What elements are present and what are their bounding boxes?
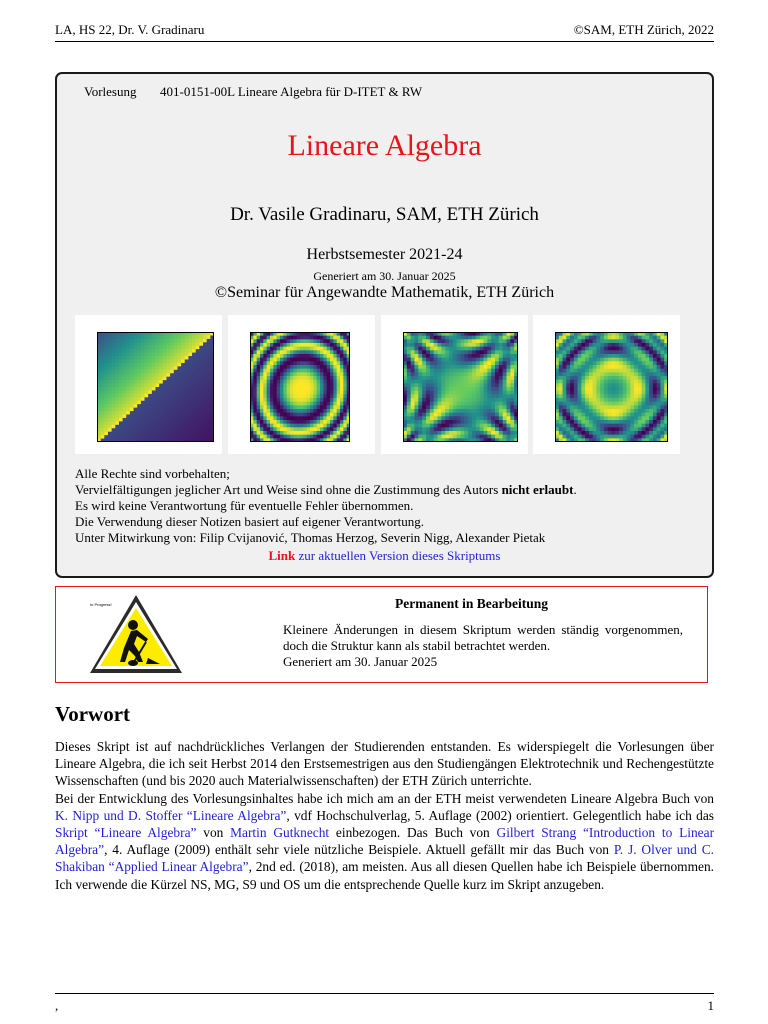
footer-left: ,	[55, 998, 59, 1013]
current-version-link-text[interactable]: zur aktuellen Version dieses Skriptums	[295, 548, 501, 563]
matrix-image-strip	[75, 315, 680, 454]
running-header-right: ©SAM, ETH Zürich, 2022	[573, 22, 714, 37]
semester-line: Herbstsemester 2021-24	[306, 246, 463, 263]
rights-line-1: Alle Rechte sind vorbehalten;	[75, 466, 230, 481]
author-line: Dr. Vasile Gradinaru, SAM, ETH Zürich	[230, 204, 539, 225]
matrix-image-2	[228, 315, 375, 454]
wip-title: Permanent in Bearbeitung	[395, 596, 548, 611]
rights-notice	[75, 466, 577, 546]
construction-worker-icon	[88, 592, 184, 676]
matrix-heatmap-waves-1	[250, 332, 350, 442]
rights-line-2: Vervielfältigungen jeglicher Art und Weise sind ohne die Zustimmung des Autors nicht erlaubt.	[75, 482, 577, 497]
matrix-image-1	[75, 315, 222, 454]
sign-caption: In Progress!	[90, 602, 112, 607]
wip-description: Kleinere Änderungen in diesem Skriptum werden ständig vorgenommen, doch die Struktur kann als stabil betrachtet werden. Generiert am 30. Januar 2025	[283, 622, 683, 669]
page-number: 1	[707, 998, 714, 1013]
link-skript-lineare-algebra[interactable]: Skript “Lineare Algebra”	[55, 825, 197, 841]
rights-line-3: Es wird keine Verantwortung für eventuelle Fehler übernommen.	[75, 498, 414, 513]
course-code: 401-0151-00L Lineare Algebra für D-ITET & RW	[160, 84, 423, 99]
current-version-link[interactable]: Link	[268, 548, 296, 563]
wip-generated-date: Generiert am 30. Januar 2025	[283, 654, 438, 669]
institute-line: ©Seminar für Angewandte Mathematik, ETH Zürich	[214, 284, 555, 301]
matrix-image-3	[381, 315, 528, 454]
current-version-link-line	[55, 548, 714, 564]
matrix-image-4	[533, 315, 680, 454]
footer-rule	[55, 993, 714, 994]
preface-body	[55, 738, 714, 893]
not-allowed-emphasis: nicht erlaubt	[501, 482, 574, 497]
header-rule	[55, 41, 714, 42]
document-title: Lineare Algebra	[287, 129, 482, 162]
preface-paragraph-2: Bei der Entwicklung des Vorlesungsinhaltes habe ich mich am an der ETH meist verwendeten Lineare Algebra Buch von K. Nipp und D. Stoffer “Lineare Algebra”, vdf Hochschulverlag, 5. Auflage (2002) orientiert. Gelegentlich habe ich das Skript “Lineare Algebra” von Martin Gutknecht einbezogen. Das Buch von Gilbert Strang “Introduction to Linear Algebra”, 4. Auflage (2009) enthält sehr viele nützliche Beispiele. Aktuell gefällt mir das Buch von P. J. Olver und C. Shakiban “Applied Linear Algebra”, 2nd ed. (2018), am meisten. Aus all diesen Quellen habe ich Beispiele übernommen. Ich verwende die Kürzel NS, MG, S9 und OS um die entsprechende Quelle kurz im Skript anzugeben.	[55, 790, 715, 892]
matrix-heatmap-waves-3	[555, 332, 668, 442]
link-martin-gutknecht[interactable]: Martin Gutknecht	[230, 825, 330, 841]
matrix-heatmap-diagonal	[97, 332, 214, 442]
link-gilbert-strang[interactable]: Gilbert Strang “Introduction to Linear Algebra”	[55, 825, 715, 858]
generated-date: Generiert am 30. Januar 2025	[313, 269, 456, 283]
link-olver-shakiban[interactable]: P. J. Olver und C. Shakiban “Applied Linear Algebra”	[55, 842, 714, 875]
matrix-heatmap-waves-2	[403, 332, 518, 442]
rights-line-5: Unter Mitwirkung von: Filip Cvijanović, Thomas Herzog, Severin Nigg, Alexander Pietak	[75, 530, 546, 545]
running-header-left: LA, HS 22, Dr. V. Gradinaru	[55, 22, 205, 37]
section-heading-preface: Vorwort	[55, 702, 131, 726]
course-label: Vorlesung	[84, 84, 137, 99]
rights-line-4: Die Verwendung dieser Notizen basiert auf eigener Verantwortung.	[75, 514, 424, 529]
preface-paragraph-1: Dieses Skript ist auf nachdrückliches Verlangen der Studierenden entstanden. Es widerspiegelt die Vorlesungen über Lineare Algebra, die ich seit Herbst 2014 den Erstsemestrigen aus den Studiengängen Elektrotechnik und Rechengestützte Wissenschaften (und bis 2020 auch Materialwissenschaften) der ETH Zürich unterrichte.	[55, 739, 714, 789]
link-nipp-stoffer[interactable]: K. Nipp und D. Stoffer “Lineare Algebra”	[55, 807, 287, 823]
